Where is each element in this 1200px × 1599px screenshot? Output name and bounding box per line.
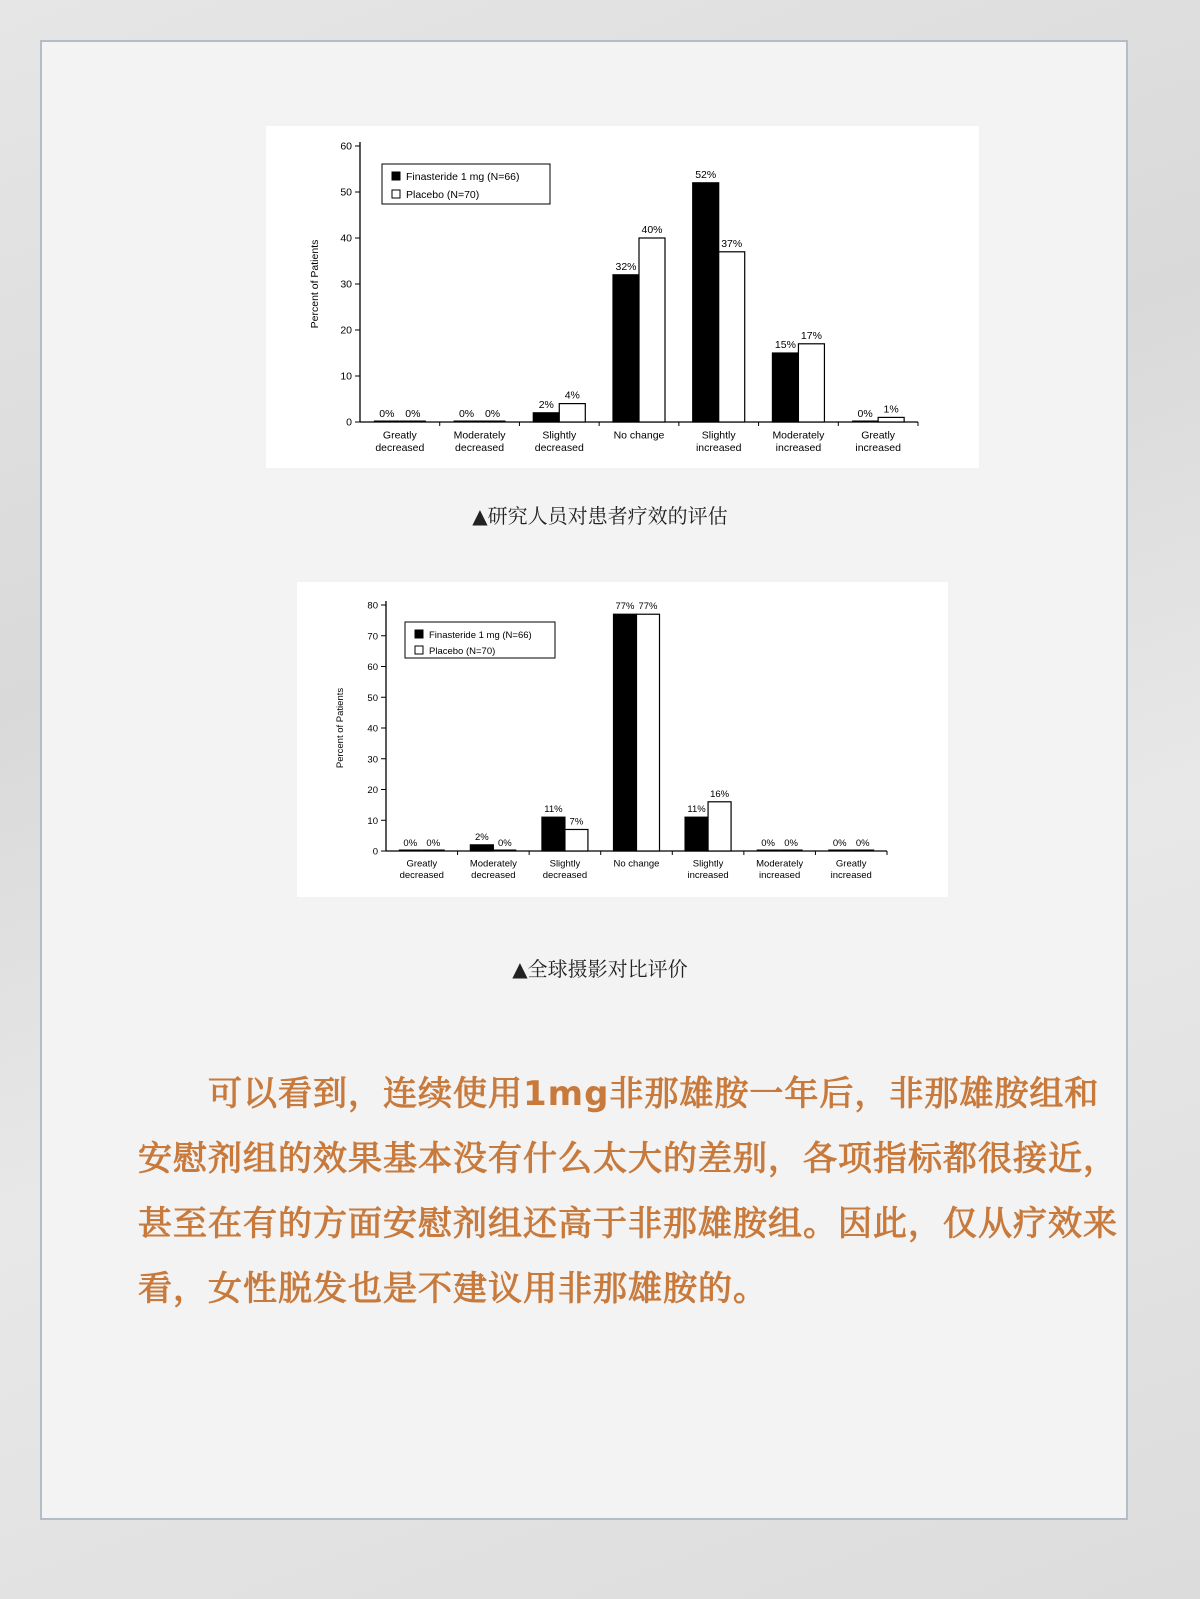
y-tick-label: 60 xyxy=(340,140,352,153)
placebo-bar xyxy=(708,802,731,851)
x-tick-label: Slightly xyxy=(701,429,736,442)
bar-value-label: 17% xyxy=(800,329,822,342)
bar-value-label: 7% xyxy=(569,816,584,828)
x-tick-label: Moderately xyxy=(469,858,517,870)
placebo-bar xyxy=(637,614,660,851)
bar-value-label: 0% xyxy=(403,838,418,849)
bar-value-label: 77% xyxy=(638,601,658,613)
chart1-caption: ▲研究人员对患者疗效的评估 xyxy=(472,504,728,528)
x-tick-label: Slightly xyxy=(542,429,577,442)
x-tick-label: increased xyxy=(759,870,801,881)
placebo-bar xyxy=(639,238,665,422)
y-tick-label: 10 xyxy=(367,815,378,827)
x-tick-label: decreased xyxy=(399,870,444,881)
x-tick-label: Greatly xyxy=(835,858,867,870)
y-tick-label: 50 xyxy=(340,186,352,199)
bar-value-label: 0% xyxy=(458,408,475,420)
investigator-assessment-chart xyxy=(266,126,979,468)
placebo-bar xyxy=(878,417,904,422)
x-tick-label: increased xyxy=(775,442,822,454)
x-tick-label: decreased xyxy=(455,442,505,454)
bar-value-label: 77% xyxy=(615,601,635,613)
y-axis-label: Percent of Patients xyxy=(309,239,321,329)
bar-value-label: 0% xyxy=(484,408,501,420)
bar-value-label: 1% xyxy=(883,403,899,416)
bar-value-label: 0% xyxy=(405,408,421,420)
legend-swatch xyxy=(415,630,423,638)
x-tick-label: Moderately xyxy=(756,858,804,870)
finasteride-bar xyxy=(613,275,639,422)
finasteride-bar xyxy=(542,817,565,851)
y-tick-label: 60 xyxy=(367,662,378,673)
bar-value-label: 0% xyxy=(784,838,799,849)
investigator-assessment-chart-svg xyxy=(266,126,979,468)
y-tick-label: 20 xyxy=(367,785,378,796)
y-tick-label: 70 xyxy=(367,631,378,643)
bar-value-label: 0% xyxy=(426,838,441,849)
global-photo-assessment-chart-svg xyxy=(297,582,948,897)
x-tick-label: increased xyxy=(855,442,901,454)
body-paragraph: 可以看到，连续使用1mg非那雄胺一年后，非那雄胺组和安慰剂组的效果基本没有什么太大的差别，各项指标都很接近，甚至在有的方面安慰剂组还高于非那雄胺组。因此，仅从疗效来看，女性脱发也是不建议用非那雄胺的。 xyxy=(138,1074,1118,1309)
bar-value-label: 15% xyxy=(774,339,796,351)
bar-value-label: 0% xyxy=(761,838,776,849)
y-tick-label: 10 xyxy=(340,370,352,383)
x-tick-label: increased xyxy=(687,870,729,881)
bar-value-label: 2% xyxy=(538,398,554,411)
x-tick-label: Greatly xyxy=(406,858,438,870)
x-tick-label: increased xyxy=(695,442,742,454)
bar-value-label: 2% xyxy=(474,831,489,843)
legend-label: Finasteride 1 mg (N=66) xyxy=(406,171,520,183)
bar-value-label: 0% xyxy=(857,408,873,420)
legend-swatch xyxy=(392,172,400,180)
bar-value-label: 0% xyxy=(497,838,512,849)
legend-label: Finasteride 1 mg (N=66) xyxy=(429,630,532,641)
bar-value-label: 0% xyxy=(832,838,847,849)
x-tick-label: decreased xyxy=(471,870,516,881)
finasteride-bar xyxy=(533,413,559,422)
y-axis-label: Percent of Patients xyxy=(335,687,346,769)
placebo-bar xyxy=(559,404,585,422)
bar-value-label: 40% xyxy=(641,224,663,236)
x-tick-label: No change xyxy=(613,858,660,870)
bar-value-label: 11% xyxy=(687,804,706,816)
x-tick-label: Slightly xyxy=(549,858,581,870)
legend-swatch xyxy=(392,190,400,198)
y-tick-label: 0 xyxy=(346,416,352,429)
finasteride-bar xyxy=(693,183,719,422)
bar-value-label: 32% xyxy=(615,260,637,273)
chart2-caption: ▲全球摄影对比评价 xyxy=(512,957,688,981)
bar-value-label: 16% xyxy=(710,788,730,800)
y-tick-label: 20 xyxy=(340,324,352,337)
y-tick-label: 50 xyxy=(367,692,378,704)
legend-label: Placebo (N=70) xyxy=(406,189,480,201)
x-tick-label: decreased xyxy=(534,442,584,454)
x-tick-label: decreased xyxy=(542,870,588,881)
y-tick-label: 30 xyxy=(340,278,352,291)
x-tick-label: decreased xyxy=(375,442,425,454)
y-tick-label: 0 xyxy=(372,846,378,858)
legend-label: Placebo (N=70) xyxy=(429,646,496,657)
x-tick-label: Moderately xyxy=(453,429,506,442)
placebo-bar xyxy=(719,252,745,422)
x-tick-label: increased xyxy=(830,870,872,881)
bar-value-label: 4% xyxy=(564,389,580,402)
finasteride-bar xyxy=(685,817,708,851)
finasteride-bar xyxy=(470,845,493,851)
placebo-bar xyxy=(798,344,824,422)
x-tick-label: Slightly xyxy=(692,858,724,870)
y-tick-label: 30 xyxy=(367,754,378,766)
x-tick-label: Moderately xyxy=(772,429,825,442)
y-tick-label: 40 xyxy=(367,723,378,735)
legend-swatch xyxy=(415,646,423,654)
finasteride-bar xyxy=(772,353,798,422)
placebo-bar xyxy=(565,829,588,851)
bar-value-label: 11% xyxy=(544,804,563,816)
bar-value-label: 0% xyxy=(379,408,395,420)
bar-value-label: 0% xyxy=(855,838,870,849)
finasteride-bar xyxy=(614,614,637,851)
global-photo-assessment-chart xyxy=(297,582,948,897)
y-tick-label: 40 xyxy=(340,232,352,245)
bar-value-label: 52% xyxy=(695,168,717,181)
x-tick-label: No change xyxy=(613,429,665,442)
x-tick-label: Greatly xyxy=(861,429,896,442)
y-tick-label: 80 xyxy=(367,600,378,612)
bar-value-label: 37% xyxy=(721,237,743,250)
x-tick-label: Greatly xyxy=(382,429,417,442)
